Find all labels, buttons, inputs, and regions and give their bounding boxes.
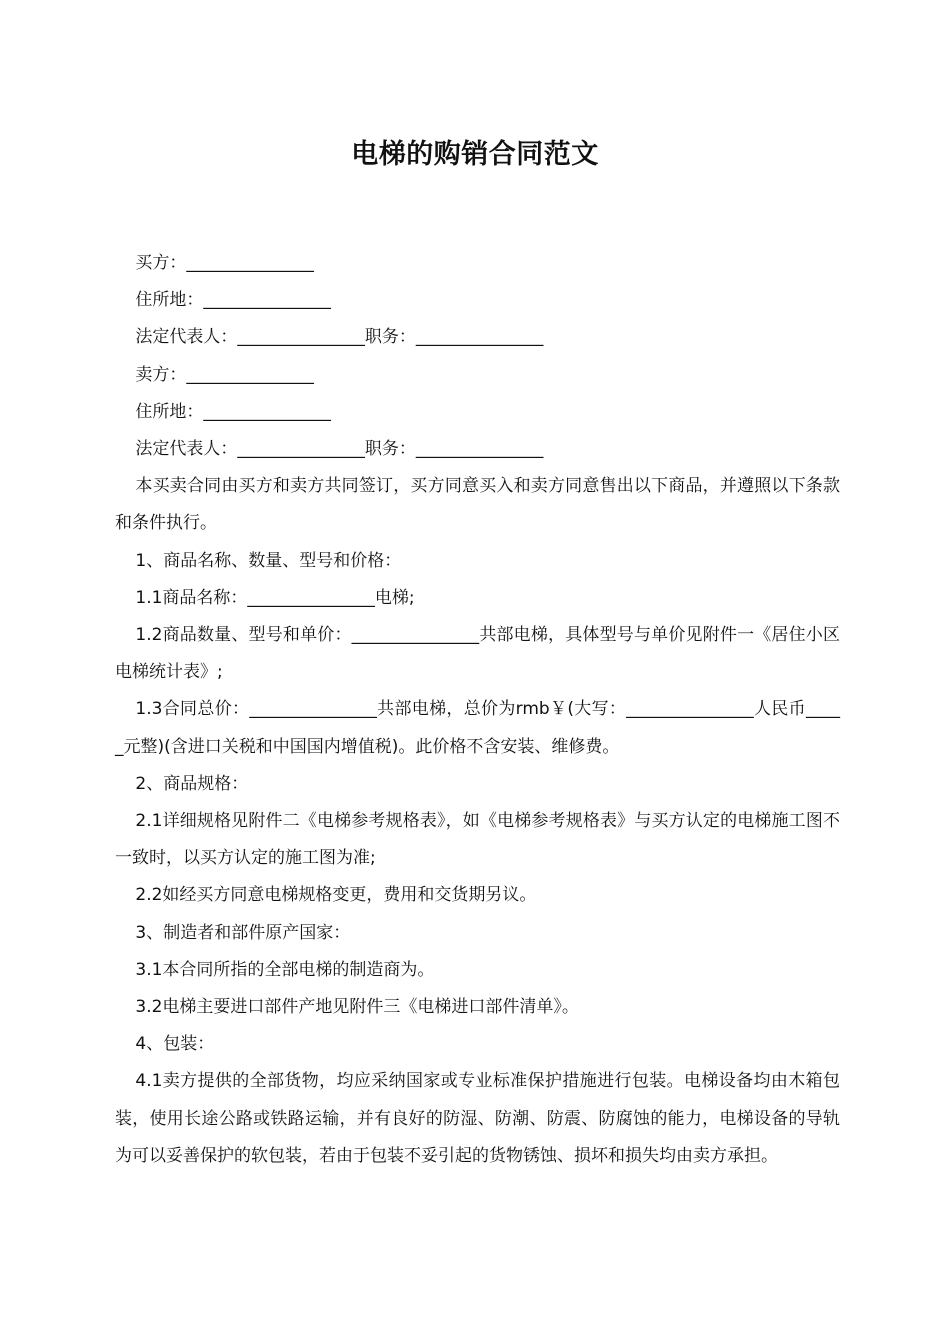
document-body: [115, 245, 840, 1175]
buyer-address-line: 住所地：_______________: [135, 290, 331, 311]
seller-address-line: 住所地：_______________: [135, 401, 331, 422]
seller-line: 卖方：_______________: [135, 364, 314, 385]
section-4-heading: 4、包装：: [135, 1034, 215, 1055]
buyer-representative-line: 法定代表人：_______________职务：_______________: [135, 327, 544, 348]
buyer-line: 买方：_______________: [135, 253, 314, 273]
section-2-heading: 2、商品规格：: [135, 773, 249, 794]
clause-2-2: 2.2如经买方同意电梯规格变更，费用和交货期另议。: [135, 885, 537, 906]
clause-3-2: 3.2电梯主要进口部件产地见附件三《电梯进口部件清单》。: [135, 997, 579, 1018]
clause-4-1: 4.1卖方提供的全部货物，均应采纳国家或专业标准保护措施进行包装。电梯设备均由木箱包装，使用长途公路或铁路运输，并有良好的防湿、防潮、防震、防腐蚀的能力，电梯设备的导轨为可以妥善保护的软包装，若由于包装不妥引起的货物锈蚀、损坏和损失均由卖方承担。: [115, 1071, 840, 1166]
intro-paragraph: 本买卖合同由买方和卖方共同签订，买方同意买入和卖方同意售出以下商品，并遵照以下条款和条件执行。: [115, 476, 840, 534]
clause-1-3: 1.3合同总价：_______________共部电梯，总价为rmb￥(大写：_______________人民币_____元整)(含进口关税和中国国内增值税)。此价格不含安装、维修费。: [115, 699, 840, 757]
clause-3-1: 3.1本合同所指的全部电梯的制造商为。: [135, 959, 435, 980]
seller-representative-line: 法定代表人：_______________职务：_______________: [135, 439, 544, 460]
section-3-heading: 3、制造者和部件原产国家：: [135, 922, 351, 943]
clause-1-1: 1.1商品名称：_______________电梯;: [135, 587, 415, 608]
document-title: 电梯的购销合同范文: [351, 139, 599, 170]
clause-1-2: 1.2商品数量、型号和单价：_______________共部电梯，具体型号与单价见附件一《居住小区电梯统计表》;: [115, 625, 840, 683]
clause-2-1: 2.1详细规格见附件二《电梯参考规格表》，如《电梯参考规格表》与买方认定的电梯施工图不一致时，以买方认定的施工图为准;: [115, 811, 840, 869]
section-1-heading: 1、商品名称、数量、型号和价格：: [135, 550, 402, 571]
